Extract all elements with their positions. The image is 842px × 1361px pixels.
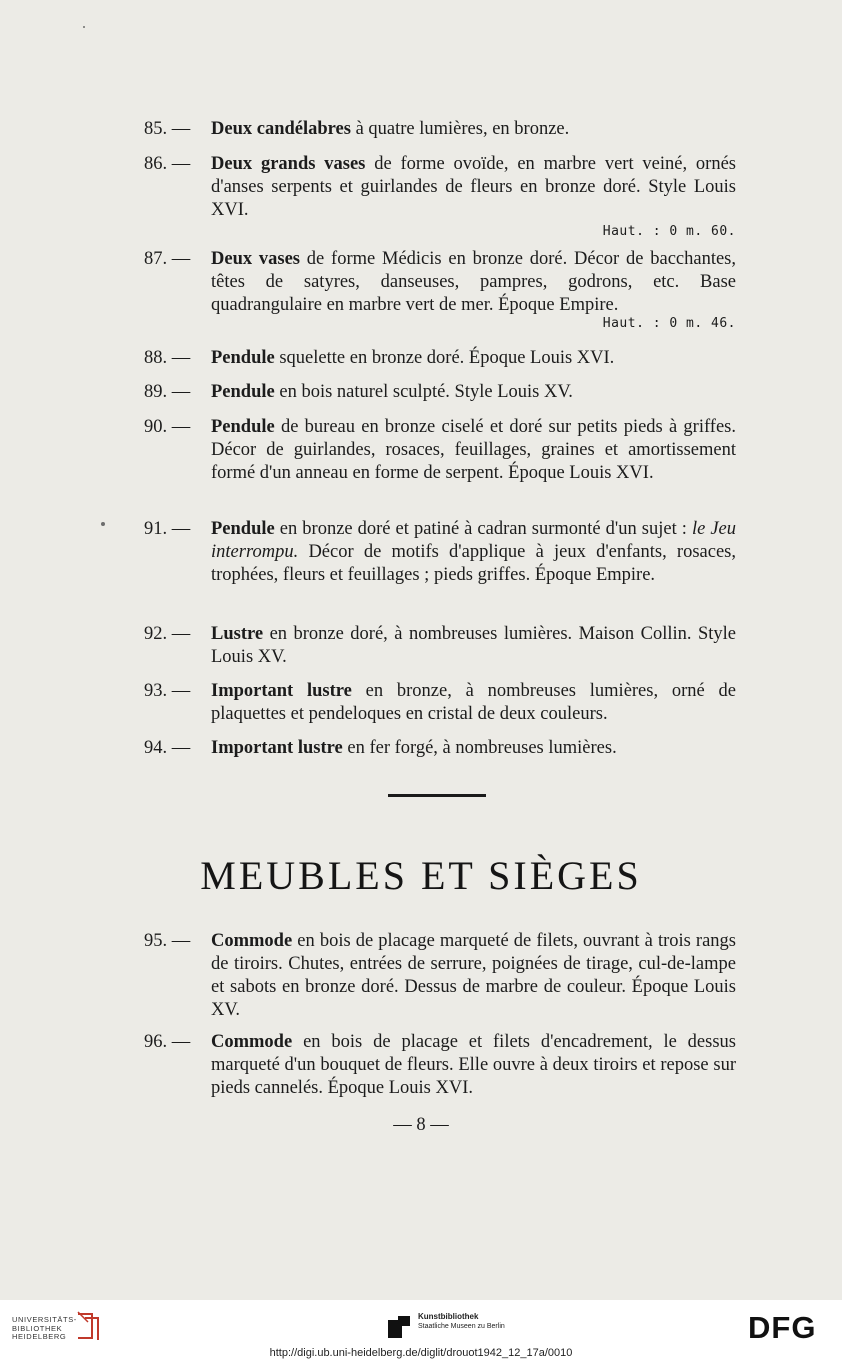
kunstbibliothek-label: Kunstbibliothek Staatliche Museen zu Berlin bbox=[418, 1312, 505, 1330]
lot-number: 92. — bbox=[144, 624, 191, 644]
lot-title: Deux vases bbox=[211, 249, 301, 269]
lot-95 bbox=[144, 930, 736, 1022]
lot-title: Pendule bbox=[211, 382, 275, 402]
lot-85 bbox=[144, 118, 736, 141]
lot-title: Pendule bbox=[211, 348, 275, 368]
lot-88 bbox=[144, 347, 736, 370]
lot-number: 94. — bbox=[144, 738, 191, 758]
lot-96 bbox=[144, 1031, 736, 1100]
paper-speck bbox=[101, 522, 105, 526]
lot-title: Deux candélabres bbox=[211, 119, 351, 139]
lot-number: 85. — bbox=[144, 119, 191, 139]
lot-description: Pendule squelette en bronze doré. Époque Louis XVI. bbox=[211, 348, 615, 368]
lot-height: Haut. : 0 m. 46. bbox=[602, 316, 736, 331]
lot-91 bbox=[144, 518, 736, 587]
lot-number: 91. — bbox=[144, 519, 191, 539]
lot-number: 89. — bbox=[144, 382, 191, 402]
lot-87 bbox=[144, 248, 736, 334]
lot-description: Deux vases de forme Médicis en bronze doré. Décor de bacchantes, têtes de satyres, danseuses, pampres, godrons, etc. Base quadrangulaire en marbre vert de mer. Époque Empire. bbox=[211, 249, 736, 315]
lot-description: Pendule en bois naturel sculpté. Style Louis XV. bbox=[211, 382, 573, 402]
lot-title: Important lustre bbox=[211, 681, 352, 701]
paper-speck bbox=[83, 26, 85, 28]
lot-description: Deux grands vases de forme ovoïde, en marbre vert veiné, ornés d'anses serpents et guirlandes de fleurs en bronze doré. Style Louis XVI. bbox=[211, 154, 737, 220]
lot-number: 96. — bbox=[144, 1032, 191, 1052]
lot-93 bbox=[144, 680, 736, 726]
section-title: MEUBLES ET SIÈGES bbox=[200, 853, 642, 898]
lot-description: Important lustre en bronze, à nombreuses lumières, orné de plaquettes et pendeloques en cristal de deux couleurs. bbox=[211, 681, 736, 724]
artwork-title: le Jeu interrompu. bbox=[211, 519, 737, 562]
lot-94 bbox=[144, 737, 736, 760]
lot-number: 95. — bbox=[144, 931, 191, 951]
lot-title: Commode bbox=[211, 1032, 293, 1052]
lot-description: Deux candélabres à quatre lumières, en bronze. bbox=[211, 119, 570, 139]
university-library-name: UNIVERSITÄTS- BIBLIOTHEK HEIDELBERG bbox=[12, 1315, 77, 1341]
lot-number: 93. — bbox=[144, 681, 191, 701]
source-url[interactable]: http://digi.ub.uni-heidelberg.de/diglit/drouot1942_12_17a/0010 bbox=[269, 1347, 573, 1359]
lot-title: Important lustre bbox=[211, 738, 343, 758]
page-number: — 8 — bbox=[393, 1115, 449, 1135]
lot-number: 88. — bbox=[144, 348, 191, 368]
lot-title: Pendule bbox=[211, 417, 275, 437]
lot-description: Commode en bois de placage et filets d'encadrement, le dessus marqueté d'un bouquet de fleurs. Elle ouvre à deux tiroirs et repose sur pieds cannelés. Époque Louis XVI. bbox=[211, 1032, 736, 1098]
lot-height: Haut. : 0 m. 60. bbox=[602, 224, 736, 239]
lot-description: Lustre en bronze doré, à nombreuses lumières. Maison Collin. Style Louis XV. bbox=[211, 624, 736, 667]
lot-description: Important lustre en fer forgé, à nombreuses lumières. bbox=[211, 738, 617, 758]
lot-description: Commode en bois de placage marqueté de filets, ouvrant à trois rangs de tiroirs. Chutes, entrées de serrure, poignées de tirage, cul-de-lampe et sabots en bronze doré. Dessus de marbre de couleur. Époque Louis XV. bbox=[211, 931, 736, 1020]
lot-number: 87. — bbox=[144, 249, 191, 269]
lot-90 bbox=[144, 416, 736, 485]
lot-description: Pendule en bronze doré et patiné à cadran surmonté d'un sujet : le Jeu interrompu. Décor de motifs d'applique à jeux d'enfants, rosaces, trophées, fleurs et feuillages ; pieds griffes. Époque Empire. bbox=[211, 519, 737, 585]
dfg-logo: DFG bbox=[748, 1310, 817, 1345]
section-divider bbox=[388, 794, 486, 797]
kunstbibliothek-logo-icon bbox=[386, 1314, 412, 1340]
lot-number: 90. — bbox=[144, 417, 191, 437]
lot-92 bbox=[144, 623, 736, 669]
lot-title: Commode bbox=[211, 931, 293, 951]
lot-title: Lustre bbox=[211, 624, 264, 644]
lot-title: Pendule bbox=[211, 519, 275, 539]
lot-description: Pendule de bureau en bronze ciselé et doré sur petits pieds à griffes. Décor de guirlandes, rosaces, feuillages, graines et amortissement formé d'un anneau en forme de serpent. Époque Louis XVI. bbox=[211, 417, 736, 483]
lot-number: 86. — bbox=[144, 154, 191, 174]
heidelberg-logo-icon bbox=[76, 1310, 102, 1342]
digitization-footer bbox=[0, 1300, 842, 1361]
lot-89 bbox=[144, 381, 736, 404]
lot-title: Deux grands vases bbox=[211, 154, 366, 174]
lot-86 bbox=[144, 153, 736, 242]
